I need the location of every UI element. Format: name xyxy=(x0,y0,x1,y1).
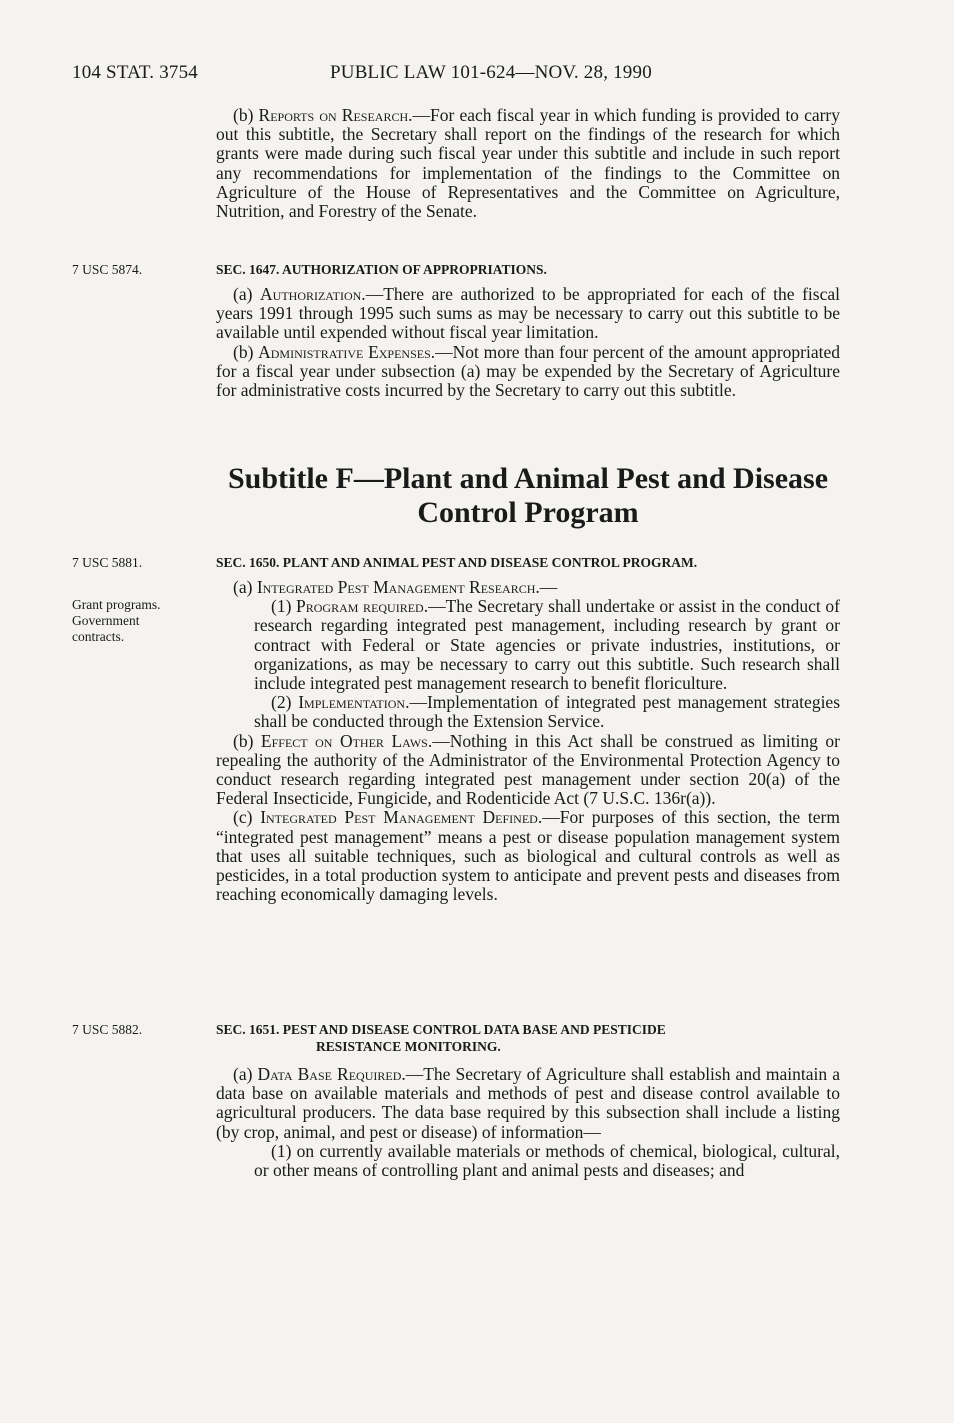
ipm-defined-paragraph: (c) Integrated Pest Management Defined.—For purposes of this section, the term “integrated pest management” means a pest or disease population management system that uses all suitable techniques, such as biological and cultural controls as well as pesticides, in a total production system to anticipate and prevent pests and diseases from reaching economically damaging levels. xyxy=(216,807,840,905)
public-law-header: PUBLIC LAW 101-624—NOV. 28, 1990 xyxy=(330,62,652,83)
margin-grant-programs: Grant programs. Government contracts. xyxy=(72,597,161,644)
data-base-required-paragraph: (a) Data Base Required.—The Secretary of Agriculture shall establish and maintain a data base on available materials and methods of pest and disease control available to agricultural producers. The data base required by this subsection shall include a listing (by crop, animal, and pest or disease) of information— xyxy=(216,1064,840,1142)
administrative-expenses-paragraph: (b) Administrative Expenses.—Not more than four percent of the amount appropriated for a fiscal year under subsection (a) may be expended by the Secretary of Agriculture for administrative costs incurred by the Secretary to carry out this subtitle. xyxy=(216,341,840,401)
sec-1651-body xyxy=(216,1065,840,1180)
sec-1647-title: SEC. 1647. AUTHORIZATION OF APPROPRIATIONS. xyxy=(216,262,547,277)
margin-usc-5881: 7 USC 5881. xyxy=(72,555,143,570)
reports-on-research-paragraph: (b) Reports on Research.—For each fiscal year in which funding is provided to carry out this subtitle, the Secretary shall report on the findings of the research for which grants were made during such fiscal year under this subtitle and include in such report any recommendations for implementation of the findings to the Committee on Agriculture of the House of Representatives and the Committee on Agriculture, Nutrition, and Forestry of the Senate. xyxy=(216,105,841,222)
reports-heading: Reports on Research. xyxy=(258,105,413,125)
sec-1651-title: SEC. 1651. PEST AND DISEASE CONTROL DATA BASE AND PESTICIDE RESISTANCE MONITORING. xyxy=(216,1022,666,1054)
authorization-paragraph: (a) Authorization.—There are authorized to be appropriated for each of the fiscal years 1991 through 1995 such sums as may be necessary to carry out this subtitle to be available until expended without fiscal year limitation. xyxy=(216,284,840,343)
data-base-item-1: (1) on currently available materials or methods of chemical, biological, cultural, or other means of controlling plant and animal pests and diseases; and xyxy=(254,1140,840,1181)
sec-1650-body xyxy=(216,578,840,904)
margin-usc-5882: 7 USC 5882. xyxy=(72,1022,143,1037)
margin-usc-5874: 7 USC 5874. xyxy=(72,262,143,277)
sec-1650-title: SEC. 1650. PLANT AND ANIMAL PEST AND DISEASE CONTROL PROGRAM. xyxy=(216,555,698,570)
effect-on-other-laws-paragraph: (b) Effect on Other Laws.—Nothing in this Act shall be construed as limiting or repealing the authority of the Administrator of the Environmental Protection Agency to conduct research regarding integrated pest management under section 20(a) of the Federal Insecticide, Fungicide, and Rodenticide Act (7 U.S.C. 136r(a)). xyxy=(216,730,841,809)
implementation-paragraph: (2) Implementation.—Implementation of integrated pest management strategies shall be conducted through the Extension Service. xyxy=(254,692,841,732)
ipm-research-heading: (a) Integrated Pest Management Research.— xyxy=(233,577,558,597)
sec-1647-body xyxy=(216,285,840,400)
page-stat-number: 104 STAT. 3754 xyxy=(72,62,199,83)
subtitle-f-heading: Subtitle F—Plant and Animal Pest and Disease Control Program xyxy=(227,462,829,529)
program-required-paragraph: (1) Program required.—The Secretary shall undertake or assist in the conduct of research regarding integrated pest management, including research by grant or contract with Federal or State agencies or private industries, institutions, or organizations, as may be necessary to carry out this subtitle. Such research shall include integrated pest management research to benefit floriculture. xyxy=(254,596,840,694)
